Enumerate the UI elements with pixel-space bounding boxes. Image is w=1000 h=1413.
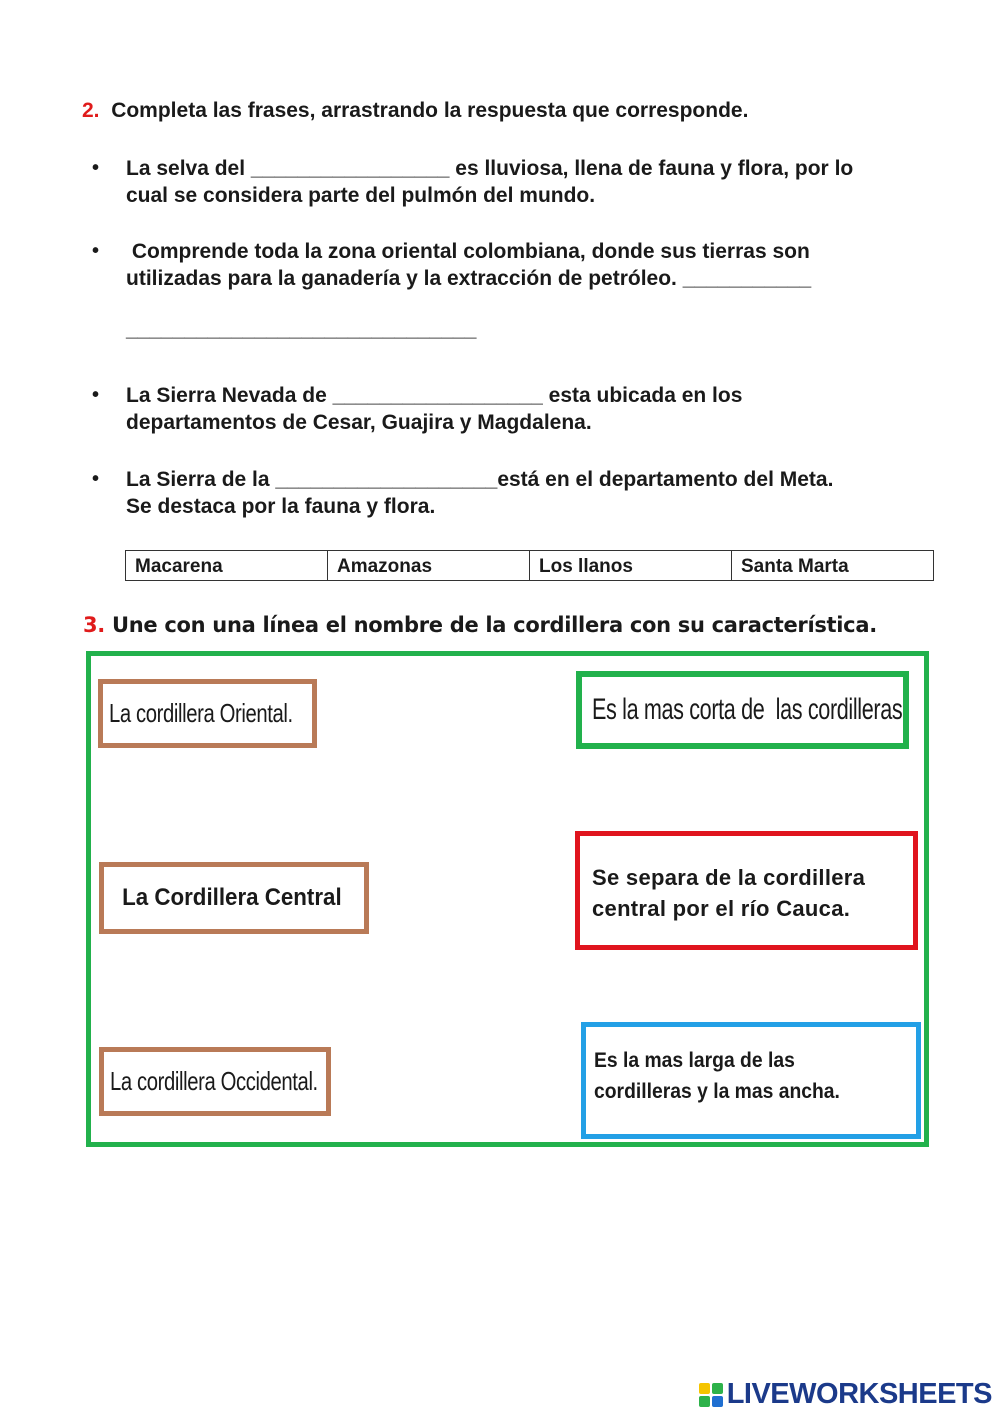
liveworksheets-grid-icon: [699, 1383, 723, 1407]
cordillera-oriental-box[interactable]: [98, 679, 317, 748]
question-2-heading: [82, 99, 748, 123]
answer-option[interactable]: Santa Marta: [732, 551, 934, 581]
bullet-icon: •: [92, 240, 100, 262]
sentence-item: [92, 155, 853, 209]
characteristic-text: Se separa de la cordillera: [592, 865, 866, 890]
sentence-line: Se destaca por la fauna y flora.: [126, 495, 436, 518]
answer-option[interactable]: Amazonas: [328, 551, 530, 581]
bullet-icon: •: [92, 468, 100, 490]
answer-options-table: [125, 550, 934, 581]
characteristic-text: central por el río Cauca.: [592, 896, 851, 921]
question-2-number: 2.: [82, 99, 100, 122]
characteristic-text: Es la mas larga de las: [594, 1049, 795, 1072]
characteristic-box-cauca[interactable]: [575, 831, 918, 950]
bullet-icon: •: [92, 384, 100, 406]
cordillera-label: La cordillera Occidental.: [110, 1066, 318, 1096]
sentence-item: [92, 382, 742, 436]
answer-option[interactable]: Los llanos: [530, 551, 732, 581]
sentence-line: La selva del _________________ es lluviosa, llena de fauna y flora, por lo: [126, 157, 854, 180]
sentence-item: [92, 238, 811, 292]
logo-text: LIVEWORKSHEETS: [726, 1378, 992, 1410]
liveworksheets-logo: [699, 1378, 992, 1411]
cordillera-label: La Cordillera Central: [122, 884, 342, 911]
sentence-line: Comprende toda la zona oriental colombiana, donde sus tierras son: [126, 240, 810, 263]
characteristic-box-longest[interactable]: [581, 1022, 921, 1139]
cordillera-occidental-box[interactable]: [99, 1047, 331, 1116]
question-3-number: 3.: [83, 613, 105, 637]
characteristic-text: cordilleras y la mas ancha.: [594, 1080, 840, 1103]
characteristic-box-shortest[interactable]: [576, 671, 909, 749]
sentence-line: departamentos de Cesar, Guajira y Magdalena.: [126, 411, 592, 434]
answer-option[interactable]: Macarena: [126, 551, 328, 581]
sentence-item: [92, 466, 833, 520]
question-3-heading: [83, 613, 877, 637]
sentence-line: La Sierra Nevada de __________________ esta ubicada en los: [126, 384, 743, 407]
answer-blank-line[interactable]: ______________________________: [126, 318, 477, 341]
sentence-line: La Sierra de la ___________________está en el departamento del Meta.: [126, 468, 834, 491]
cordillera-label: La cordillera Oriental.: [109, 698, 293, 728]
cordillera-central-box[interactable]: [99, 862, 369, 934]
characteristic-text: Es la mas corta de las cordilleras: [592, 693, 903, 726]
bullet-icon: •: [92, 157, 100, 179]
question-3-instruction: Une con una línea el nombre de la cordillera con su característica.: [112, 613, 877, 637]
sentence-line: cual se considera parte del pulmón del mundo.: [126, 184, 596, 207]
question-2-instruction: Completa las frases, arrastrando la respuesta que corresponde.: [111, 99, 749, 122]
sentence-line: utilizadas para la ganadería y la extracción de petróleo. ___________: [126, 267, 812, 290]
